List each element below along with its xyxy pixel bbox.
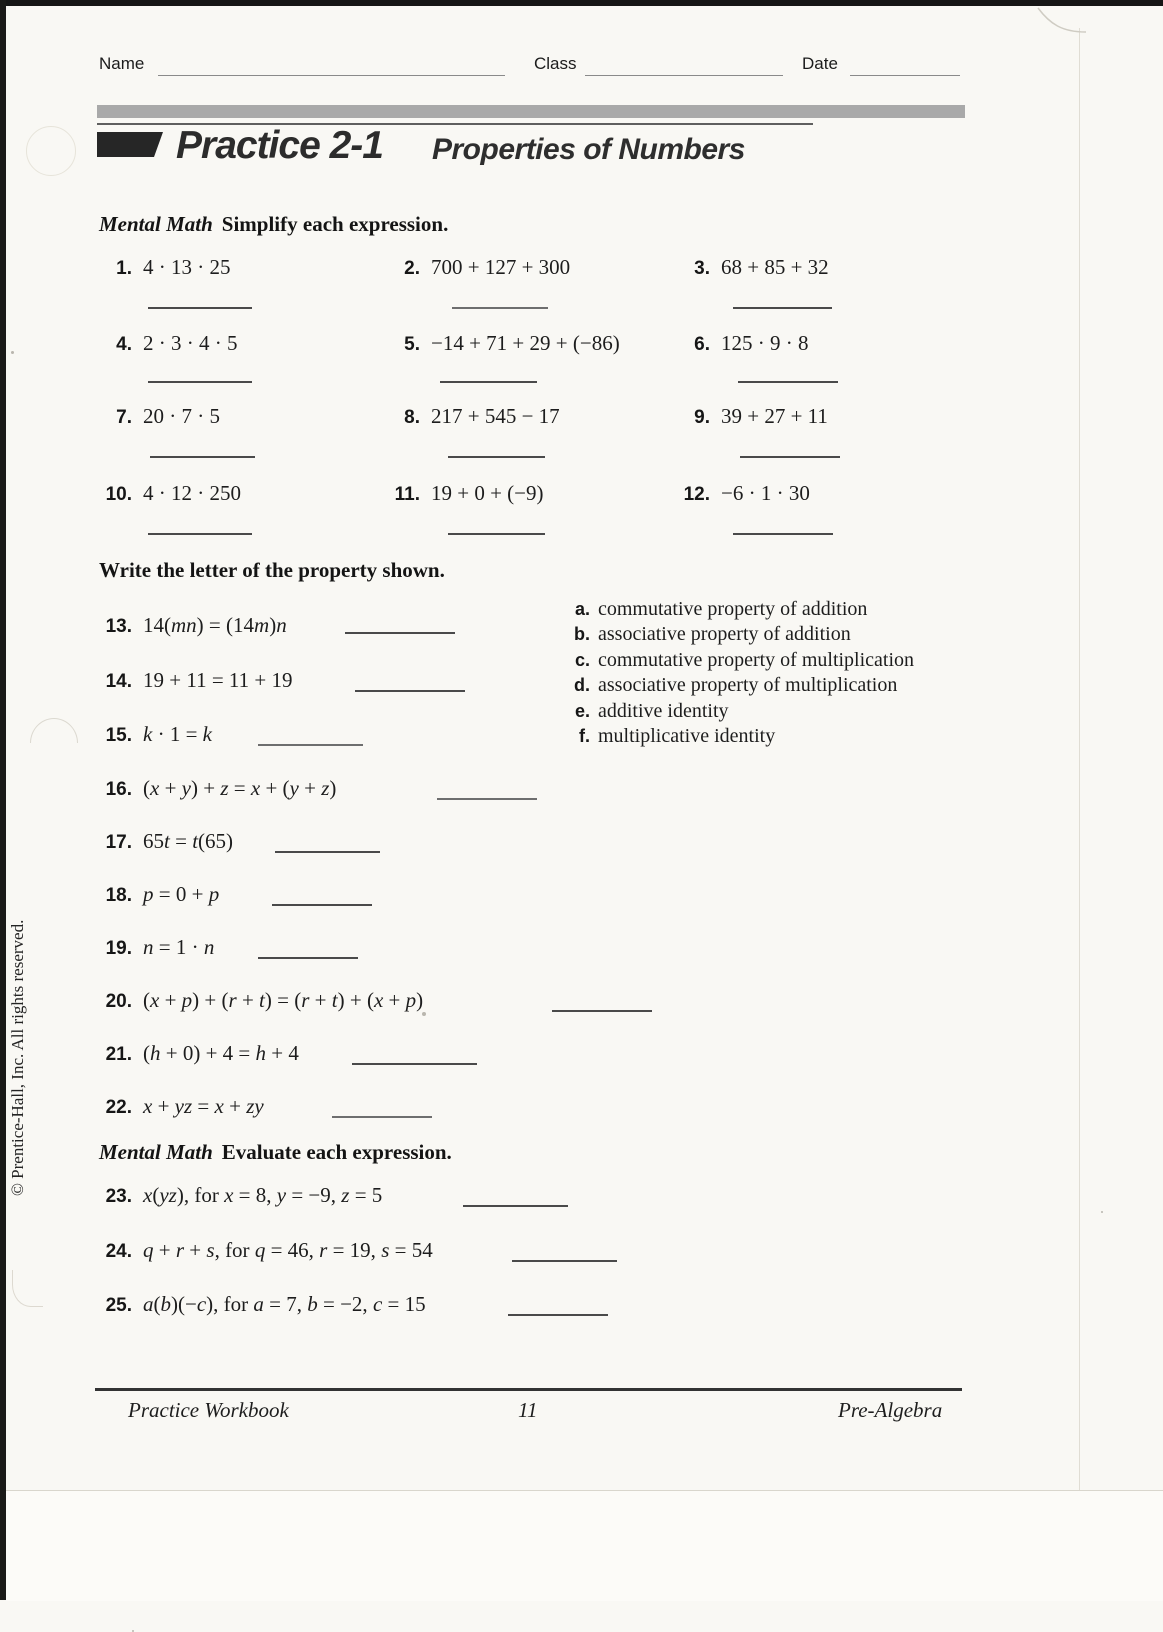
name-label: Name — [99, 54, 145, 73]
problem-expression: −6 · 1 · 30 — [721, 481, 810, 505]
hole-punch-ghost — [26, 126, 76, 176]
problem-expression: 68 + 85 + 32 — [721, 255, 829, 279]
scan-speck — [1101, 1211, 1103, 1213]
problem-expression: q + r + s, for q = 46, r = 19, s = 54 — [143, 1238, 433, 1262]
scan-speck — [11, 351, 14, 354]
choice-letter: b. — [574, 624, 590, 644]
problem-19 — [90, 935, 214, 960]
answer-line-10 — [148, 533, 252, 535]
paper-bottom-edge — [6, 1490, 1163, 1601]
answer-line-12 — [733, 533, 833, 535]
answer-line-19 — [258, 957, 358, 959]
problem-7 — [90, 404, 220, 429]
problem-expression: (x + y) + z = x + (y + z) — [143, 776, 337, 800]
page-curl-mark-lower-left — [12, 1270, 43, 1307]
answer-line-9 — [740, 456, 840, 458]
problem-21 — [90, 1041, 299, 1066]
problem-number: 15. — [105, 725, 132, 746]
answer-line-7 — [150, 456, 255, 458]
problem-18 — [90, 882, 219, 907]
problem-number: 11. — [394, 484, 420, 505]
problem-11 — [378, 481, 544, 506]
choice-letter: a. — [574, 599, 590, 619]
answer-line-11 — [448, 533, 545, 535]
choice-letter: e. — [574, 701, 590, 721]
footer-page-number: 11 — [518, 1398, 538, 1422]
problem-2 — [378, 255, 570, 280]
answer-line-4 — [148, 381, 252, 383]
problem-12 — [668, 481, 810, 506]
scan-edge-top — [0, 0, 1163, 6]
problem-17 — [90, 829, 233, 854]
problem-expression: (x + p) + (r + t) = (r + t) + (x + p) — [143, 988, 424, 1012]
scan-edge-left — [0, 0, 6, 1600]
problem-number: 1. — [116, 258, 132, 279]
problem-number: 3. — [694, 258, 710, 279]
problem-expression: 39 + 27 + 11 — [721, 404, 828, 428]
problem-expression: p = 0 + p — [143, 882, 220, 906]
choice-text: commutative property of addition — [598, 598, 868, 620]
problem-expression: 4 · 12 · 250 — [143, 481, 241, 505]
name-blank-line — [158, 75, 505, 76]
date-blank-line — [850, 75, 960, 76]
answer-line-2 — [452, 307, 548, 309]
choice-text: associative property of addition — [598, 623, 851, 645]
problem-expression: 20 · 7 · 5 — [143, 404, 220, 428]
answer-line-1 — [148, 307, 252, 309]
choice-d — [556, 674, 897, 697]
date-label: Date — [802, 54, 838, 73]
choice-text: additive identity — [598, 700, 729, 722]
answer-line-13 — [345, 632, 455, 634]
problem-24 — [90, 1238, 433, 1263]
footer-book-title: Practice Workbook — [128, 1398, 289, 1422]
answer-line-17 — [275, 851, 380, 853]
problem-expression: 125 · 9 · 8 — [721, 331, 809, 355]
lesson-title: Practice 2-1 — [176, 124, 383, 167]
choice-text: commutative property of multiplication — [598, 649, 915, 671]
problem-number: 2. — [404, 258, 420, 279]
footer-rule — [95, 1388, 962, 1391]
answer-line-24 — [512, 1260, 617, 1262]
section-heading-lead: Mental Math — [99, 1140, 213, 1164]
choice-text: associative property of multiplication — [598, 674, 898, 696]
answer-line-15 — [258, 744, 363, 746]
answer-line-16 — [437, 798, 537, 800]
problem-number: 12. — [683, 484, 710, 505]
problem-number: 24. — [105, 1241, 132, 1262]
problem-expression: 4 · 13 · 25 — [143, 255, 231, 279]
problem-expression: 2 · 3 · 4 · 5 — [143, 331, 238, 355]
problem-expression: n = 1 · n — [143, 935, 215, 959]
problem-number: 8. — [404, 407, 420, 428]
problem-number: 20. — [105, 991, 132, 1012]
section-heading-properties: Write the letter of the property shown. — [99, 558, 445, 582]
problem-number: 10. — [105, 484, 132, 505]
problem-9 — [668, 404, 828, 429]
problem-number: 5. — [404, 334, 420, 355]
problem-3 — [668, 255, 829, 280]
footer-course-name: Pre-Algebra — [838, 1398, 943, 1422]
problem-8 — [378, 404, 560, 429]
answer-line-21 — [352, 1063, 477, 1065]
choice-e — [556, 700, 729, 723]
problem-number: 21. — [105, 1044, 132, 1065]
problem-expression: 19 + 11 = 11 + 19 — [143, 668, 293, 692]
problem-number: 17. — [105, 832, 132, 853]
class-label: Class — [534, 54, 577, 73]
title-tab — [97, 132, 163, 157]
choice-letter: f. — [579, 726, 590, 746]
title-band-bar — [97, 105, 965, 118]
problem-15 — [90, 722, 212, 747]
problem-number: 6. — [694, 334, 710, 355]
problem-4 — [90, 331, 237, 356]
lesson-topic: Properties of Numbers — [432, 133, 745, 166]
problem-number: 23. — [105, 1186, 132, 1207]
problem-expression: x + yz = x + zy — [143, 1094, 264, 1118]
problem-5 — [378, 331, 620, 356]
problem-14 — [90, 668, 292, 693]
page-curl-mark-left — [30, 718, 78, 743]
choice-text: multiplicative identity — [598, 725, 776, 747]
problem-expression: x(yz), for x = 8, y = −9, z = 5 — [143, 1183, 383, 1207]
problem-22 — [90, 1094, 264, 1119]
section-heading-rest: Simplify each expression. — [221, 212, 449, 236]
answer-line-20 — [552, 1010, 652, 1012]
page-curl-top-right — [1020, 2, 1090, 46]
choice-a — [556, 598, 867, 621]
paper-right-edge — [1079, 28, 1080, 1490]
problem-20 — [90, 988, 423, 1013]
section-heading-rest: Evaluate each expression. — [221, 1140, 452, 1164]
problem-expression: −14 + 71 + 29 + (−86) — [431, 331, 620, 355]
choice-c — [556, 649, 914, 672]
answer-line-25 — [508, 1314, 608, 1316]
section-heading-lead: Mental Math — [99, 212, 213, 236]
problem-number: 7. — [116, 407, 132, 428]
problem-number: 22. — [105, 1097, 132, 1118]
problem-10 — [90, 481, 241, 506]
class-blank-line — [585, 75, 783, 76]
problem-number: 19. — [105, 938, 132, 959]
answer-line-5 — [440, 381, 537, 383]
problem-16 — [90, 776, 336, 801]
answer-line-8 — [448, 456, 545, 458]
choice-f — [556, 725, 775, 748]
problem-number: 18. — [105, 885, 132, 906]
section-heading-simplify — [99, 212, 448, 237]
answer-line-22 — [332, 1116, 432, 1118]
choice-letter: d. — [574, 675, 590, 695]
copyright-sidebar: © Prentice-Hall, Inc. All rights reserved. — [8, 919, 27, 1196]
problem-expression: k · 1 = k — [143, 722, 212, 746]
problem-number: 9. — [694, 407, 710, 428]
problem-number: 13. — [105, 616, 132, 637]
problem-number: 14. — [105, 671, 132, 692]
answer-line-6 — [738, 381, 838, 383]
choice-letter: c. — [574, 650, 590, 670]
problem-number: 16. — [105, 779, 132, 800]
problem-expression: a(b)(−c), for a = 7, b = −2, c = 15 — [143, 1292, 426, 1316]
problem-expression: (h + 0) + 4 = h + 4 — [143, 1041, 299, 1065]
problem-number: 4. — [116, 334, 132, 355]
problem-6 — [668, 331, 809, 356]
problem-expression: 19 + 0 + (−9) — [431, 481, 544, 505]
choice-b — [556, 623, 851, 646]
problem-number: 25. — [105, 1295, 132, 1316]
problem-expression: 65t = t(65) — [143, 829, 234, 853]
problem-23 — [90, 1183, 382, 1208]
problem-expression: 14(mn) = (14m)n — [143, 613, 287, 637]
problem-expression: 700 + 127 + 300 — [431, 255, 571, 279]
answer-line-3 — [733, 307, 832, 309]
problem-1 — [90, 255, 231, 280]
problem-13 — [90, 613, 287, 638]
problem-expression: 217 + 545 − 17 — [431, 404, 560, 428]
answer-line-23 — [463, 1205, 568, 1207]
answer-line-14 — [355, 690, 465, 692]
section-heading-evaluate — [99, 1140, 452, 1165]
answer-line-18 — [272, 904, 372, 906]
problem-25 — [90, 1292, 426, 1317]
